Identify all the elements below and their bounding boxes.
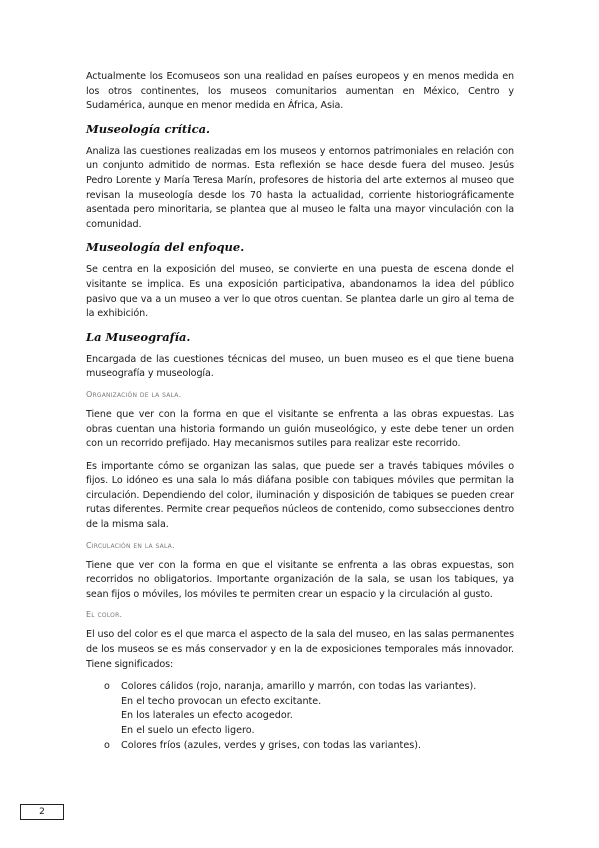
list-item-text: Colores fríos (azules, verdes y grises, con todas las variantes).: [121, 739, 422, 751]
paragraph-museografia: Encargada de las cuestiones técnicas del museo, un buen museo es el que tiene buena museografía y museología.: [86, 353, 514, 380]
subheading-organizacion: Organización de la sala.: [86, 389, 182, 399]
paragraph-color: El uso del color es el que marca el aspecto de la sala del museo, en las salas permanentes de los museos se es más conservador y en la de exposiciones temporales más innovador. Tiene significados:: [86, 629, 514, 670]
paragraph-museologia-critica: Analiza las cuestiones realizadas em los museos y entornos patrimoniales en relación con un conjunto admitido de normas. Esta reflexión se hace desde fuera del museo. Jesús Pedro Lorente y María Teresa Marín, profesores de historia del arte externos al museo que revisan la museología desde los 70 hasta la actualidad, corriente historiográficamente asentada pero minoritaria, se plantea que al museo le falta una mayor vinculación con la comunidad.: [86, 145, 514, 230]
paragraph-museologia-enfoque: Se centra en la exposición del museo, se convierte en una puesta de escena donde el visitante se implica. Es una exposición participativa, abandonamos la idea del público pasivo que va a un museo a ver lo que otros cuentan. Se plantea darle un giro al tema de la exhibición.: [86, 264, 514, 320]
list-subitem-text: En el suelo un efecto ligero.: [121, 725, 255, 736]
heading-museografia: La Museografía.: [86, 329, 191, 344]
list-subitem-text: En el techo provocan un efecto excitante.: [121, 695, 322, 707]
bullet-icon: o: [104, 681, 110, 693]
list-item: [104, 739, 514, 754]
heading-museologia-enfoque: Museología del enfoque.: [86, 240, 245, 255]
page-number: 2: [20, 804, 64, 820]
paragraph-organizacion-2: Es importante cómo se organizan las salas, que puede ser a través tabiques móviles o fijos. Lo idóneo es una sala lo más diáfana posible con tabiques móviles que permitan la circulación. Dependiendo del color, iluminación y disposición de tabiques se pueden crear rutas diferentes. Permite crear pequeños núcleos de contenido, como subsecciones dentro de la misma sala.: [86, 460, 514, 531]
subheading-color: El color.: [86, 610, 123, 620]
list-subitem-text: En los laterales un efecto acogedor.: [121, 710, 293, 722]
paragraph-organizacion-1: Tiene que ver con la forma en que el visitante se enfrenta a las obras expuestas. Las obras cuentan una historia formando un guión museológico, y este debe tener un orden con un recorrido prefijado. Hay mecanismos sutiles para realizar este recorrido.: [86, 408, 514, 450]
list-item-text: Colores cálidos (rojo, naranja, amarillo y marrón, con todas las variantes).: [121, 681, 477, 693]
subheading-circulacion: Circulación en la sala.: [86, 540, 175, 550]
heading-museologia-critica: Museología crítica.: [86, 121, 211, 136]
paragraph-circulacion: Tiene que ver con la forma en que el visitante se enfrenta a las obras expuestas, son recorridos no obligatorios. Importante organización de la sala, se usan los tabiques, ya sean fijos o móviles, los móviles te permiten crear un espacio y la circulación al gusto.: [86, 559, 514, 600]
intro-paragraph: Actualmente los Ecomuseos son una realidad en países europeos y en menos medida en los otros continentes, los museos comunitarios aumentan en México, Centro y Sudamérica, aunque en menor medida en África, Asia.: [86, 71, 514, 112]
list-item: [104, 680, 514, 738]
document-page: [86, 70, 514, 753]
color-list: [86, 680, 514, 753]
bullet-icon: o: [104, 739, 110, 751]
